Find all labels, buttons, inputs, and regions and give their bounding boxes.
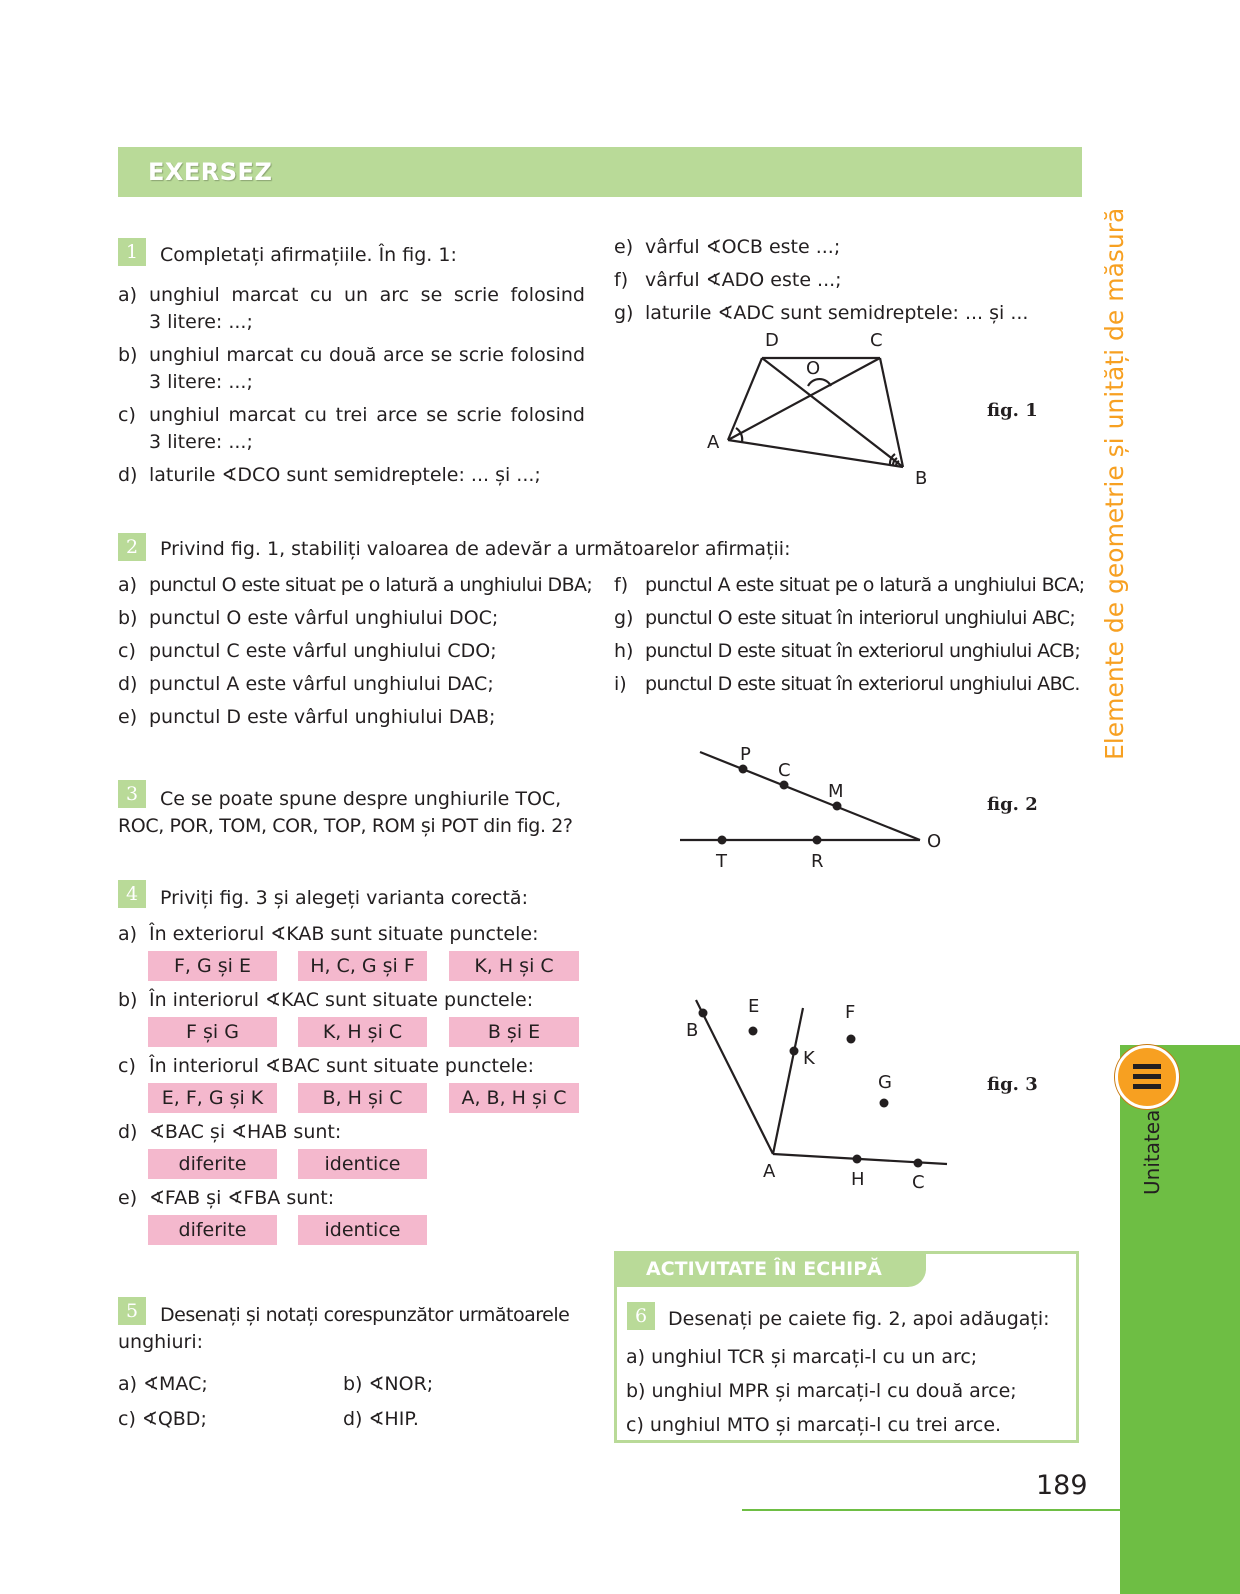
ex4-c-text: În interiorul ∢BAC sunt situate punctele: xyxy=(149,1055,535,1077)
fig1-point-d: D xyxy=(765,330,779,351)
figure-3-labels xyxy=(686,996,925,1193)
fig1-point-a: A xyxy=(707,432,720,453)
ex2-b-text: punctul O este vârful unghiului DOC; xyxy=(149,607,499,629)
ex4-a-option-1[interactable]: F, G și E xyxy=(148,951,277,981)
fig3-point-a: A xyxy=(763,1161,776,1182)
exercise-4-intro: Priviți fig. 3 și alegeți varianta corectă: xyxy=(160,887,528,909)
fig3-point-g: G xyxy=(878,1072,892,1093)
exercise-6-c: c) unghiul MTO și marcați-l cu trei arce. xyxy=(626,1414,1002,1436)
figure-1-caption: fig. 1 xyxy=(987,400,1038,421)
exercise-5-line1: Desenați și notați corespunzător următoarele xyxy=(160,1304,570,1326)
ex2-g-text: punctul O este situat în interiorul unghiului ABC; xyxy=(645,607,1076,629)
ex2-i-letter: i) xyxy=(614,673,627,695)
ex1-c-text-cont: 3 litere: ...; xyxy=(149,431,253,453)
exercise-6-a: a) unghiul TCR și marcați-l cu un arc; xyxy=(626,1346,978,1368)
ex4-c-option-3[interactable]: A, B, H și C xyxy=(449,1083,579,1113)
ex1-e-letter: e) xyxy=(614,236,634,258)
fig1-point-c: C xyxy=(870,330,883,351)
figure-1-diagram xyxy=(690,330,950,500)
ex2-h-letter: h) xyxy=(614,640,634,662)
ex2-a-text: punctul O este situat pe o latură a unghiului DBA; xyxy=(149,574,593,596)
ex4-e-option-1[interactable]: diferite xyxy=(148,1215,277,1245)
unit-label-vertical: Unitatea xyxy=(1140,1109,1164,1195)
ex2-f-text: punctul A este situat pe o latură a unghiului BCA; xyxy=(645,574,1085,596)
ex4-d-text: ∢BAC și ∢HAB sunt: xyxy=(149,1121,342,1143)
section-title: EXERSEZ xyxy=(148,158,273,186)
ex4-b-text: În interiorul ∢KAC sunt situate punctele: xyxy=(149,989,534,1011)
ex4-e-option-2[interactable]: identice xyxy=(298,1215,427,1245)
exercise-5-number: 5 xyxy=(118,1297,146,1325)
ex1-f-letter: f) xyxy=(614,269,629,291)
ex4-a-letter: a) xyxy=(118,923,138,945)
ex4-b-letter: b) xyxy=(118,989,138,1011)
exercise-6-intro: Desenați pe caiete fig. 2, apoi adăugați: xyxy=(668,1308,1050,1330)
fig2-point-c: C xyxy=(778,760,791,781)
ex1-b-text: unghiul marcat cu două arce se scrie folosind xyxy=(149,344,585,366)
ex2-f-letter: f) xyxy=(614,574,629,596)
ex1-d-letter: d) xyxy=(118,464,138,486)
exercise-3-line2: ROC, POR, TOM, COR, TOP, ROM și POT din fig. 2? xyxy=(118,815,573,837)
exercise-6-number: 6 xyxy=(627,1302,655,1330)
exercise-2-intro: Privind fig. 1, stabiliți valoarea de adevăr a următoarelor afirmații: xyxy=(160,538,791,560)
ex1-b-text-cont: 3 litere: ...; xyxy=(149,371,253,393)
ex1-e-text: vârful ∢OCB este ...; xyxy=(645,236,841,258)
ex2-d-text: punctul A este vârful unghiului DAC; xyxy=(149,673,494,695)
fig3-point-f: F xyxy=(845,1002,856,1023)
exercise-1-intro: Completați afirmațiile. În fig. 1: xyxy=(160,244,457,266)
ex1-f-text: vârful ∢ADO este ...; xyxy=(645,269,842,291)
ex4-b-option-3[interactable]: B și E xyxy=(449,1017,579,1047)
ex2-g-letter: g) xyxy=(614,607,634,629)
ex5-b: b) ∢NOR; xyxy=(343,1373,434,1395)
fig2-point-r: R xyxy=(811,851,824,870)
fig3-point-e: E xyxy=(748,996,760,1017)
fig2-point-m: M xyxy=(828,781,844,802)
exercise-2-number: 2 xyxy=(118,533,146,561)
ex4-c-option-2[interactable]: B, H și C xyxy=(298,1083,427,1113)
exercise-3-number: 3 xyxy=(118,780,146,808)
ex2-e-letter: e) xyxy=(118,706,138,728)
ex4-d-letter: d) xyxy=(118,1121,138,1143)
ex5-d: d) ∢HIP. xyxy=(343,1408,419,1430)
ex1-g-letter: g) xyxy=(614,302,634,324)
ex1-a-letter: a) xyxy=(118,284,138,306)
footer-rule xyxy=(742,1509,1120,1511)
figure-3-diagram xyxy=(670,995,960,1195)
ex4-b-option-1[interactable]: F și G xyxy=(148,1017,277,1047)
ex1-b-letter: b) xyxy=(118,344,138,366)
sidebar-green-tab xyxy=(1120,1045,1240,1594)
exercise-1-number: 1 xyxy=(118,238,146,266)
ex4-a-text: În exteriorul ∢KAB sunt situate punctele: xyxy=(149,923,539,945)
ex4-c-option-1[interactable]: E, F, G și K xyxy=(148,1083,277,1113)
ex2-h-text: punctul D este situat în exteriorul unghiului ACB; xyxy=(645,640,1081,662)
fig3-point-k: K xyxy=(803,1048,815,1069)
ex4-d-option-1[interactable]: diferite xyxy=(148,1149,277,1179)
chapter-title-vertical: Elemente de geometrie și unități de măsură xyxy=(1100,207,1129,760)
ex4-d-option-2[interactable]: identice xyxy=(298,1149,427,1179)
fig2-point-o: O xyxy=(927,831,942,852)
team-activity-title: ACTIVITATE ÎN ECHIPĂ xyxy=(646,1258,882,1280)
fig3-point-c: C xyxy=(912,1172,925,1193)
ex2-i-text: punctul D este situat în exteriorul unghiului ABC. xyxy=(645,673,1080,695)
ex4-c-letter: c) xyxy=(118,1055,136,1077)
ex2-d-letter: d) xyxy=(118,673,138,695)
ex2-c-letter: c) xyxy=(118,640,136,662)
fig3-point-h: H xyxy=(851,1169,865,1190)
ex2-c-text: punctul C este vârful unghiului CDO; xyxy=(149,640,497,662)
ex1-a-text: unghiul marcat cu un arc se scrie folosind xyxy=(149,284,585,306)
fig2-point-p: P xyxy=(740,744,751,765)
fig3-point-b: B xyxy=(686,1020,699,1041)
ex2-e-text: punctul D este vârful unghiului DAB; xyxy=(149,706,496,728)
ex2-a-letter: a) xyxy=(118,574,138,596)
unit-roman-three-icon xyxy=(1115,1045,1179,1109)
figure-2-labels xyxy=(715,744,941,870)
figure-2-caption: fig. 2 xyxy=(987,794,1038,815)
exercise-6-b: b) unghiul MPR și marcați-l cu două arce; xyxy=(626,1380,1017,1402)
exercise-5-line2: unghiuri: xyxy=(118,1331,203,1353)
ex1-c-letter: c) xyxy=(118,404,136,426)
ex4-e-letter: e) xyxy=(118,1187,138,1209)
ex2-b-letter: b) xyxy=(118,607,138,629)
figure-3-caption: fig. 3 xyxy=(987,1074,1038,1095)
ex1-d-text: laturile ∢DCO sunt semidreptele: ... și ...; xyxy=(149,464,541,486)
fig1-point-b: B xyxy=(915,468,928,489)
ex1-c-text: unghiul marcat cu trei arce se scrie folosind xyxy=(149,404,585,426)
ex1-g-text: laturile ∢ADC sunt semidreptele: ... și ... xyxy=(645,302,1029,324)
ex4-b-option-2[interactable]: K, H și C xyxy=(298,1017,427,1047)
fig1-point-o: O xyxy=(806,358,821,379)
fig2-point-t: T xyxy=(716,851,727,870)
ex4-a-option-3[interactable]: K, H și C xyxy=(449,951,579,981)
ex5-c: c) ∢QBD; xyxy=(118,1408,207,1430)
ex4-a-option-2[interactable]: H, C, G și F xyxy=(298,951,427,981)
exercise-4-number: 4 xyxy=(118,880,146,908)
exercise-3-line1: Ce se poate spune despre unghiurile TOC, xyxy=(160,788,562,810)
page-number: 189 xyxy=(1036,1470,1088,1501)
ex1-a-text-cont: 3 litere: ...; xyxy=(149,311,253,333)
ex4-e-text: ∢FAB și ∢FBA sunt: xyxy=(149,1187,335,1209)
ex5-a: a) ∢MAC; xyxy=(118,1373,208,1395)
figure-2-diagram xyxy=(670,740,960,870)
